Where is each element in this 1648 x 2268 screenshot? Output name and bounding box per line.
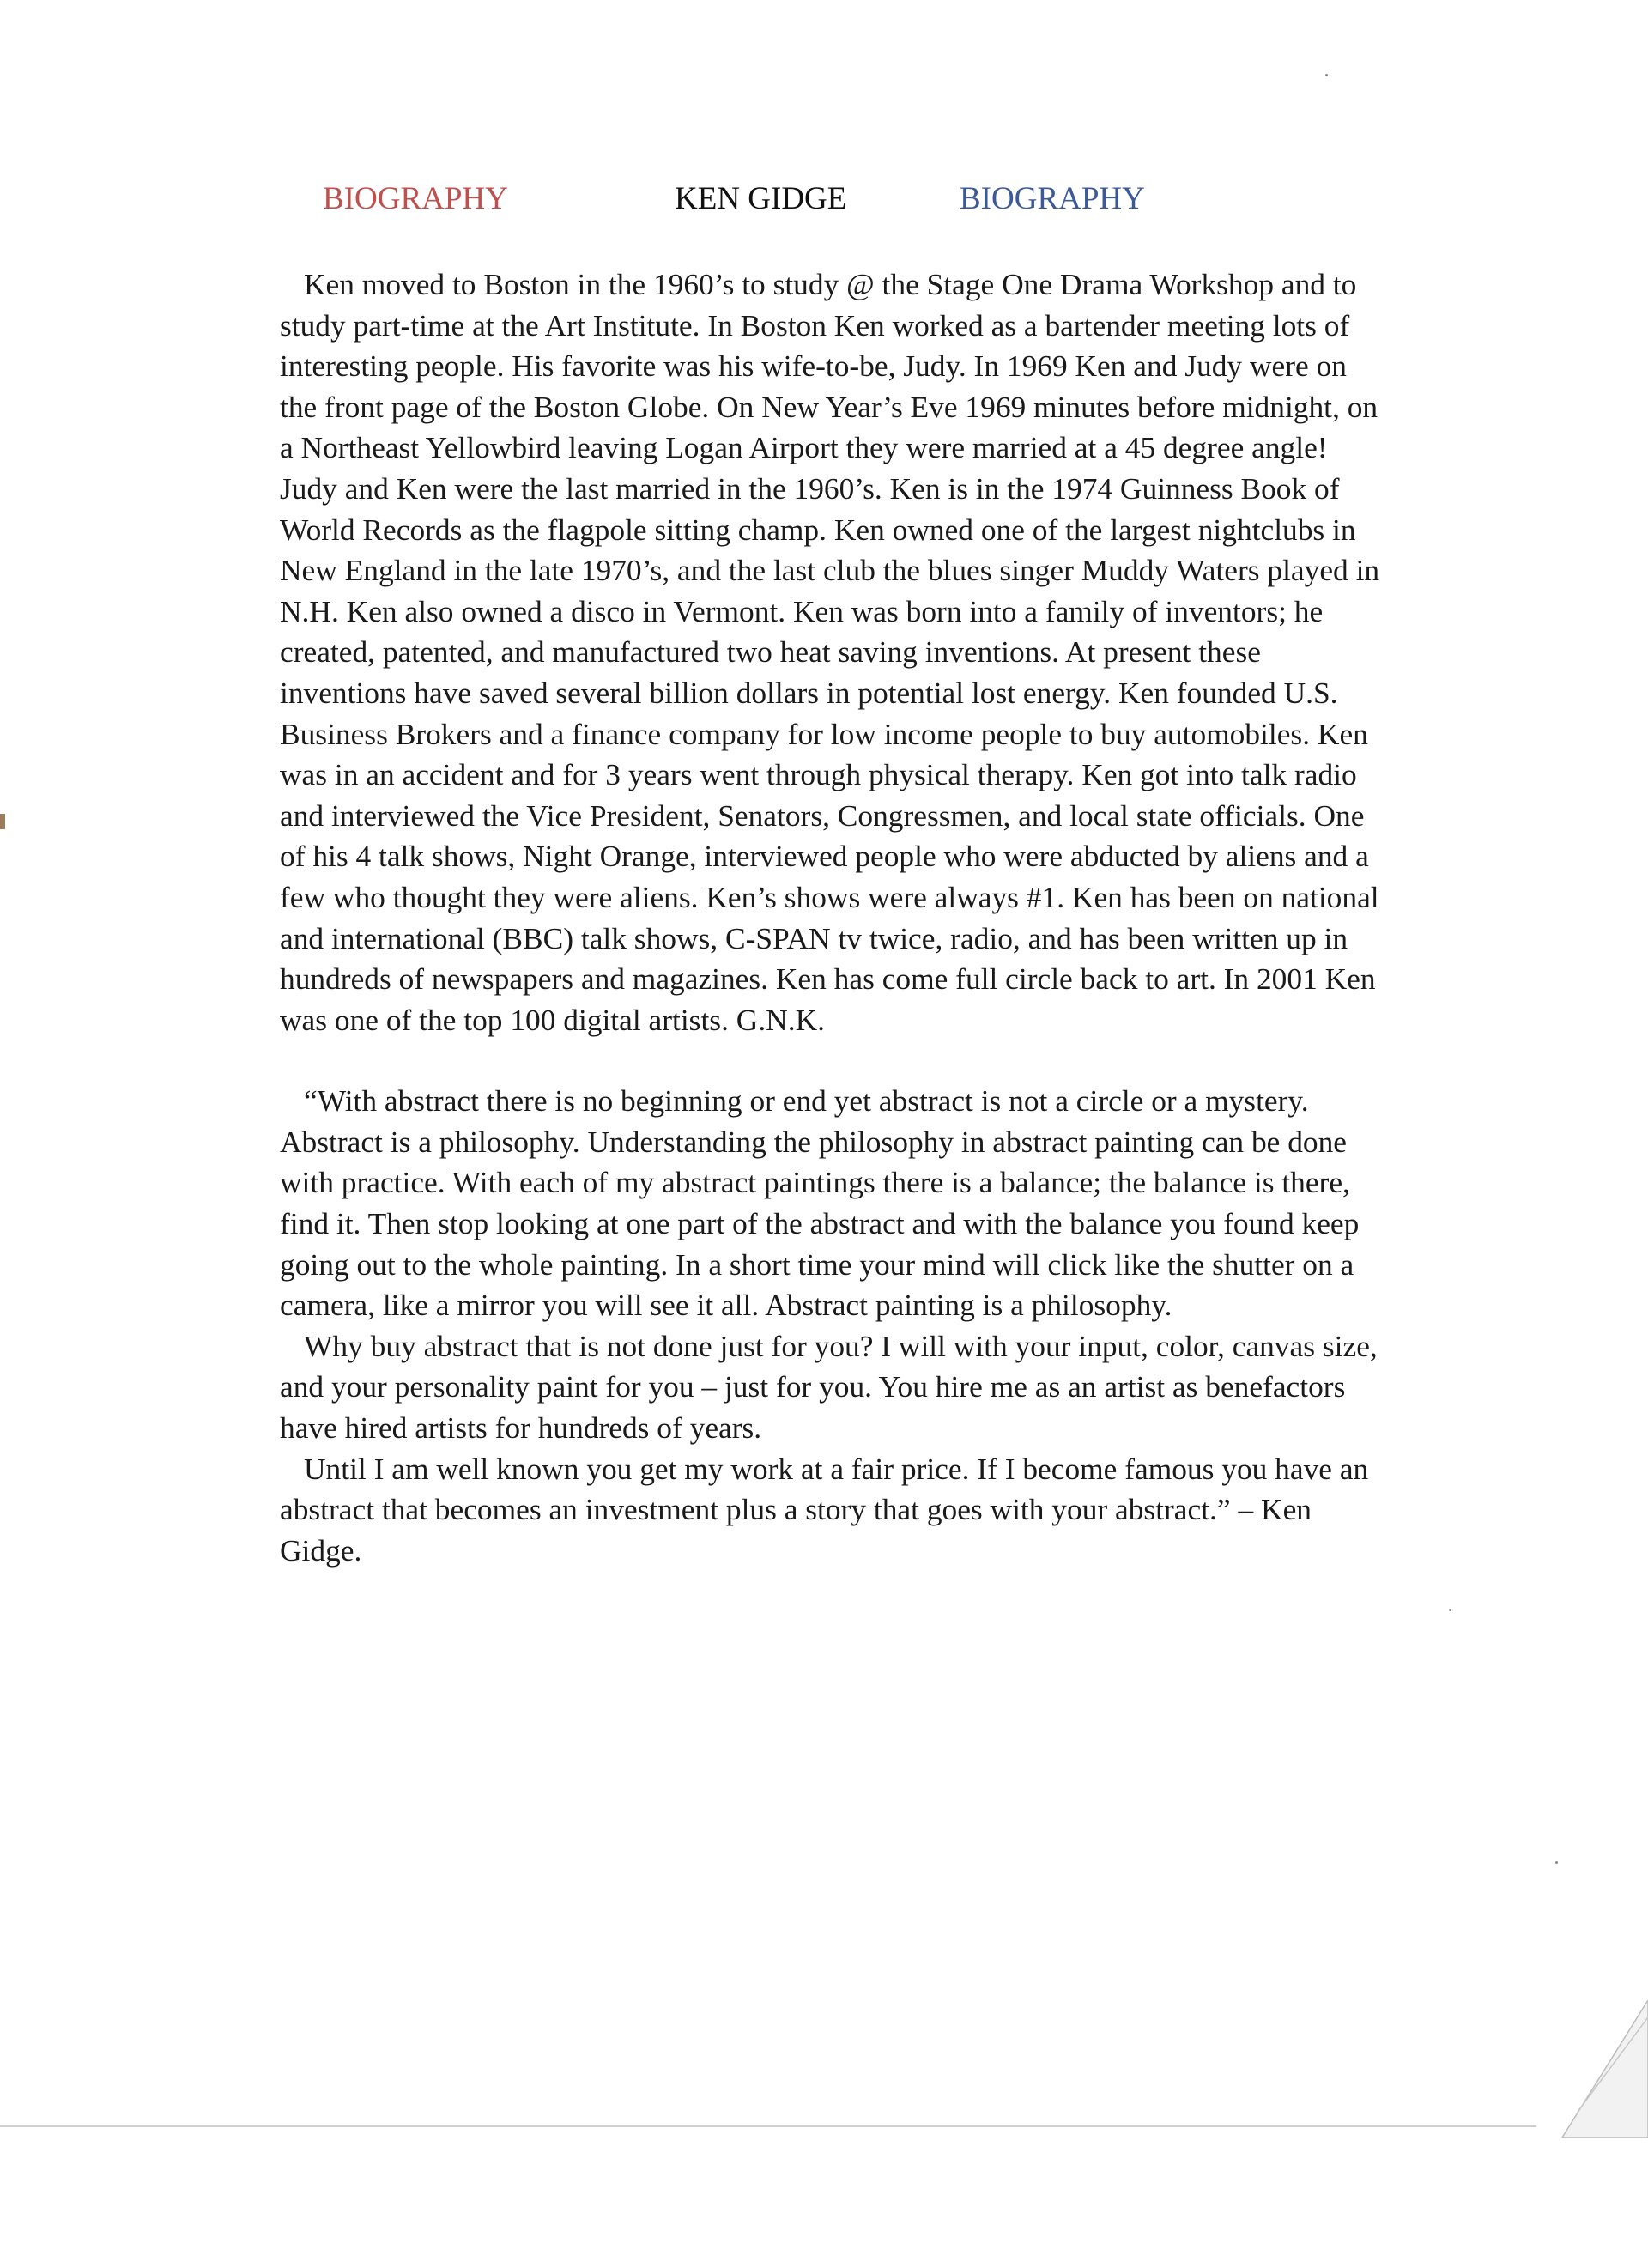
document-body xyxy=(280,264,1387,1571)
header-title: KEN GIDGE xyxy=(675,181,847,216)
scan-edge-mark xyxy=(0,814,5,829)
scan-speck xyxy=(1325,74,1328,76)
page-corner-fold xyxy=(1511,2000,1648,2138)
page-header xyxy=(0,180,1648,232)
quote-paragraph-2: Why buy abstract that is not done just for you? I will with your input, color, canvas size, and your personality paint for you – just for you. You hire me as an artist as benefactors have hired artists for hundreds of years. xyxy=(280,1328,1378,1446)
page-bottom-edge-line xyxy=(0,2125,1536,2127)
scan-speck xyxy=(1555,1861,1558,1864)
header-label-right: BIOGRAPHY xyxy=(960,181,1145,216)
quote-paragraph-3: Until I am well known you get my work at a fair price. If I become famous you have an abstract that becomes an investment plus a story that goes with your abstract.” – Ken Gidge. xyxy=(280,1451,1369,1568)
scan-speck xyxy=(1449,1609,1451,1611)
header-label-left: BIOGRAPHY xyxy=(323,181,508,216)
biography-paragraph: Ken moved to Boston in the 1960’s to study @ the Stage One Drama Workshop and to study part-time at the Art Institute. In Boston Ken worked as a bartender meeting lots of interesting people. His favorite was his wife-to-be, Judy. In 1969 Ken and Judy were on the front page of the Boston Globe. On New Year’s Eve 1969 minutes before midnight, on a Northeast Yellowbird leaving Logan Airport they were married at a 45 degree angle! Judy and Ken were the last married in the 1960’s. Ken is in the 1974 Guinness Book of World Records as the flagpole sitting champ. Ken owned one of the largest nightclubs in New England in the late 1970’s, and the last club the blues singer Muddy Waters played in N.H. Ken also owned a disco in Vermont. Ken was born into a family of inventors; he created, patented, and manufactured two heat saving inventions. At present these inventions have saved several billion dollars in potential lost energy. Ken founded U.S. Business Brokers and a finance company for low income people to buy automobiles. Ken was in an accident and for 3 years went through physical therapy. Ken got into talk radio and interviewed the Vice President, Senators, Congressmen, and local state officials. One of his 4 talk shows, Night Orange, interviewed people who were abducted by aliens and a few who thought they were aliens. Ken’s shows were always #1. Ken has been on national and international (BBC) talk shows, C-SPAN tv twice, radio, and has been written up in hundreds of newspapers and magazines. Ken has come full circle back to art. In 2001 Ken was one of the top 100 digital artists. G.N.K. xyxy=(280,267,1380,1037)
quote-paragraph-1: “With abstract there is no beginning or end yet abstract is not a circle or a mystery. Abstract is a philosophy. Understanding the philosophy in abstract painting can be done with practice. With each of my abstract paintings there is a balance; the balance is there, find it. Then stop looking at one part of the abstract and with the balance you found keep going out to the whole painting. In a short time your mind will click like the shutter on a camera, like a mirror you will see it all. Abstract painting is a philosophy. xyxy=(280,1083,1360,1323)
